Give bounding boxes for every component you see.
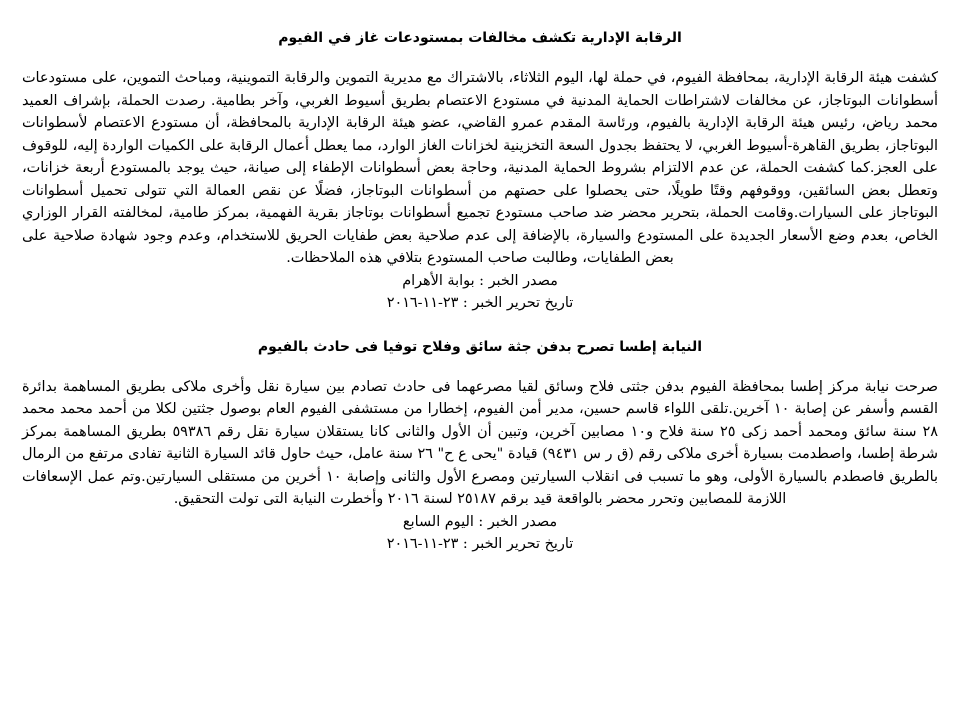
article-date: تاريخ تحرير الخبر : ٢٣-١١-٢٠١٦ [386,536,574,552]
article-date: تاريخ تحرير الخبر : ٢٣-١١-٢٠١٦ [386,295,574,311]
article-1 [22,28,938,315]
article-body: كشفت هيئة الرقابة الإدارية، بمحافظة الفيوم، في حملة لها، اليوم الثلاثاء، بالاشتراك مع مديرية التموين والرقابة التموينية، ومباحث التموين، على مستودعات أسطوانات البوتاجاز، عن مخالفات لاشتراطات الحماية المدنية في مستودع الاعتصام بطريق أسيوط الغربي، وآخر بطامية. رصدت الحملة، بإشراف العميد محمد رياض، رئيس هيئة الرقابة الإدارية بالفيوم، ورئاسة المقدم عمرو القاضي، عضو هيئة الرقابة الإدارية بالمحافظة، أن مستودع الاعتصام لأسطوانات البوتاجاز، بطريق القاهرة-أسيوط الغربي، لا يحتفظ بجدول السعة التخزينية لخزانات الغاز الوارد، مما يعطل أعمال الرقابة على الكميات الواردة إليه، للوقوف على العجز.كما كشفت الحملة، عن عدم الالتزام بشروط الحماية المدنية، وحاجة بعض أسطوانات الإطفاء إلى صيانة، حيث يوجد بالمستودع أربعة خزانات، وتعطل بعض السائقين، ووقوفهم وقتًا طويلًا، حتى يحصلوا على حصتهم من أسطوانات البوتاجاز، فضلًا عن نقص العمالة التي تتولى تحميل أسطوانات البوتاجاز على السيارات.وقامت الحملة، بتحرير محضر ضد صاحب مستودع تجميع أسطوانات بوتاجاز بقرية الفهمية، بمركز طامية، لمخالفته القرار الوزاري الخاص، بعدم وضع الأسعار الجديدة على المستودع والسيارة، بالإضافة إلى عدم صلاحية بعض طفايات الحريق للاستخدام، وعدم وجود شهادة صلاحية على بعض الطفايات، وطالبت صاحب المستودع بتلافي هذه الملاحظات. [22,70,938,266]
article-title: الرقابة الإدارية تكشف مخالفات بمستودعات غاز في الفيوم [278,30,682,46]
article-2 [22,337,938,556]
article-source: مصدر الخبر : اليوم السابع [402,513,558,530]
article-title: النيابة إطسا تصرح بدفن جثة سائق وفلاح توفيا فى حادث بالفيوم [257,338,703,355]
article-source: مصدر الخبر : بوابة الأهرام [402,272,558,289]
article-body: صرحت نيابة مركز إطسا بمحافظة الفيوم بدفن جثتى فلاح وسائق لقيا مصرعهما فى حادث تصادم بين سيارة نقل وأخرى ملاكى بطريق المساهمة بدائرة القسم وأسفر عن إصابة ١٠ آخرين.تلقى اللواء قاسم حسين، مدير أمن الفيوم، إخطارا من مستشفى الفيوم العام بوصول جثتين لكلا من أحمد محمد محمد ٢٨ سنة سائق ومحمد أحمد زكى ٢٥ سنة فلاح و١٠ مصابين آخرين، وتبين أن الأول والثانى كانا يستقلان سيارة نقل رقم ٥٩٣٨٦ بطريق المساهمة بمركز شرطة إطسا، واصطدمت بسيارة أخرى ملاكى رقم (ق ر س ٩٤٣١) قيادة "يحى ع ح" ٢٦ سنة عامل، حيث حاول قائد السيارة الثانية تفادى مرتفع من الرمال بالطريق فاصطدم بالسيارة الأولى، وهو ما تسبب فى انقلاب السيارتين ومصرع الأول والثانى وإصابة ١٠ أخرين من مستقلى السيارتين.وتم عمل الإسعافات اللازمة للمصابين وتحرر محضر بالواقعة قيد برقم ٢٥١٨٧ لسنة ٢٠١٦ وأخطرت النيابة التى تولت التحقيق. [22,378,938,507]
